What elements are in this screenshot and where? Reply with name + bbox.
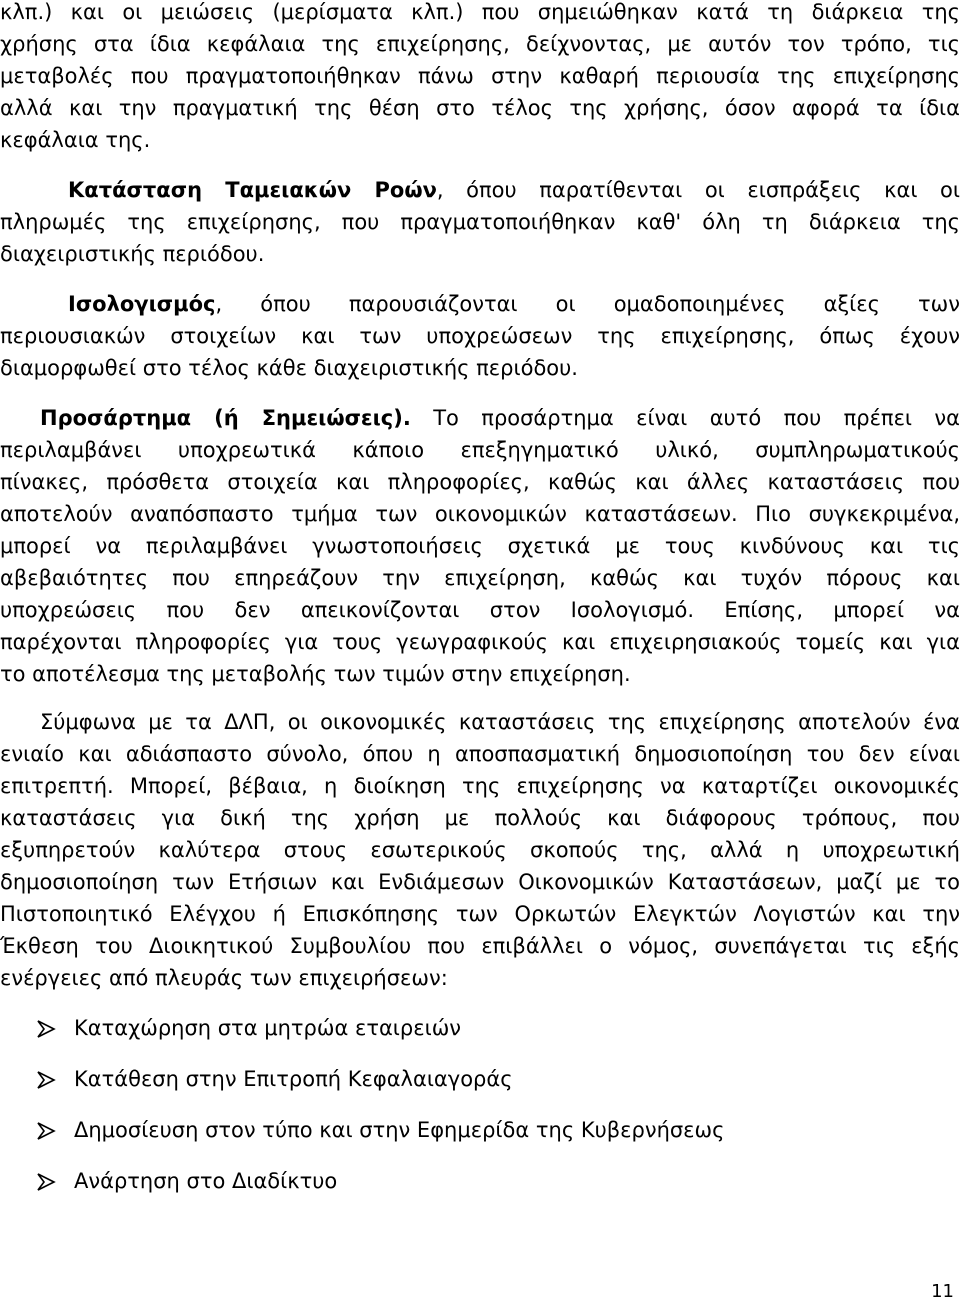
bullet-list [0, 1012, 960, 1216]
term-balance-sheet: Ισολογισμός [68, 292, 216, 316]
text-line: περιλαμβάνει υποχρεωτικά κάποιο επεξηγηματικό υλικό, συμπληρωματικούς [0, 438, 960, 462]
paragraph-equity-changes [0, 0, 960, 156]
text-line: χρήσης στα ίδια κεφάλαια της επιχείρησης, δείχνοντας, με αυτόν τον τρόπο, τις [0, 32, 960, 56]
text-line: μεταβολές που πραγματοποιήθηκαν πάνω στην καθαρή περιουσία της επιχείρησης [0, 64, 960, 88]
list-item-text: Κατάθεση στην Επιτροπή Κεφαλαιαγοράς [74, 1067, 513, 1091]
text-line: μπορεί να περιλαμβάνει γνωστοποιήσεις σχετικά με τους κινδύνους και τις [0, 534, 960, 558]
text-line: δημοσιοποίηση των Ετήσιων και Ενδιάμεσων Οικονομικών Καταστάσεων, μαζί με το [0, 870, 960, 894]
term-notes: Προσάρτημα (ή Σημειώσεις). [40, 406, 411, 430]
text-run: Το προσάρτημα είναι αυτό που πρέπει να [410, 406, 960, 430]
text-line: περιουσιακών στοιχείων και των υποχρεώσεων της επιχείρησης, όπως έχουν [0, 324, 960, 348]
text-line [0, 402, 960, 434]
text-run: , όπου παρουσιάζονται οι ομαδοποιημένες αξίες των [215, 292, 960, 316]
list-item [0, 1165, 960, 1216]
text-line: αβεβαιότητες που επηρεάζουν την επιχείρηση, καθώς και τυχόν πόρους και [0, 566, 960, 590]
text-line: εξυπηρετούν καλύτερα στους εσωτερικούς σκοπούς της, αλλά η υποχρεωτική [0, 838, 960, 862]
text-line: καταστάσεις για δική της χρήση με πολλούς και διάφορους τρόπους, που [0, 806, 960, 830]
term-cash-flows: Κατάσταση Ταμειακών Ροών [68, 178, 437, 202]
text-line: διαχειριστικής περιόδου. [0, 242, 265, 266]
text-line: υποχρεώσεις που δεν απεικονίζονται στον Ισολογισμό. Επίσης, μπορεί να [0, 598, 960, 622]
text-line: Πιστοποιητικό Ελέγχου ή Επισκόπησης των Ορκωτών Ελεγκτών Λογιστών και την [0, 902, 960, 926]
text-line: το αποτέλεσμα της μεταβολής των τιμών στην επιχείρηση. [0, 662, 631, 686]
text-line: πληρωμές της επιχείρησης, που πραγματοποιήθηκαν καθ' όλη τη διάρκεια της [0, 210, 960, 234]
paragraph-cash-flows [0, 174, 960, 270]
text-line [0, 288, 960, 320]
text-line: πίνακες, πρόσθετα στοιχεία και πληροφορίες, καθώς και άλλες καταστάσεις που [0, 470, 960, 494]
text-line: ενέργειες από πλευράς των επιχειρήσεων: [0, 966, 448, 990]
list-item [0, 1114, 960, 1165]
paragraph-ias-statements [0, 706, 960, 994]
page-number: 11 [931, 1281, 954, 1302]
text-line: επιτρεπτή. Μπορεί, βέβαια, η διοίκηση της επιχείρησης να καταρτίζει οικονομικές [0, 774, 960, 798]
text-line: παρέχονται πληροφορίες για τους γεωγραφικούς και επιχειρησιακούς τομείς και για [0, 630, 960, 654]
list-item-text: Ανάρτηση στο Διαδίκτυο [74, 1169, 338, 1193]
paragraph-notes [0, 402, 960, 690]
arrow-bullet-icon [36, 1071, 56, 1089]
list-item [0, 1063, 960, 1114]
text-line [0, 174, 960, 206]
text-line: κεφάλαια της. [0, 128, 151, 152]
text-run: , όπου παρατίθενται οι εισπράξεις και οι [436, 178, 960, 202]
paragraph-balance-sheet [0, 288, 960, 384]
arrow-bullet-icon [36, 1122, 56, 1140]
list-item-text: Καταχώρηση στα μητρώα εταιρειών [74, 1016, 462, 1040]
list-item [0, 1012, 960, 1063]
text-line: αλλά και την πραγματική της θέση στο τέλος της χρήσης, όσον αφορά τα ίδια [0, 96, 960, 120]
arrow-bullet-icon [36, 1020, 56, 1038]
text-line: ενιαίο και αδιάσπαστο σύνολο, όπου η αποσπασματική δημοσιοποίηση του δεν είναι [0, 742, 960, 766]
arrow-bullet-icon [36, 1173, 56, 1191]
text-line: Σύμφωνα με τα ΔΛΠ, οι οικονομικές καταστάσεις της επιχείρησης αποτελούν ένα [40, 710, 960, 734]
list-item-text: Δημοσίευση στον τύπο και στην Εφημερίδα της Κυβερνήσεως [74, 1118, 725, 1142]
text-line: κλπ.) και οι μειώσεις (μερίσματα κλπ.) που σημειώθηκαν κατά τη διάρκεια της [0, 0, 960, 24]
text-line: διαμορφωθεί στο τέλος κάθε διαχειριστικής περιόδου. [0, 356, 578, 380]
text-line: Έκθεση του Διοικητικού Συμβουλίου που επιβάλλει ο νόμος, συνεπάγεται τις εξής [0, 934, 960, 958]
text-line: αποτελούν αναπόσπαστο τμήμα των οικονομικών καταστάσεων. Πιο συγκεκριμένα, [0, 502, 960, 526]
